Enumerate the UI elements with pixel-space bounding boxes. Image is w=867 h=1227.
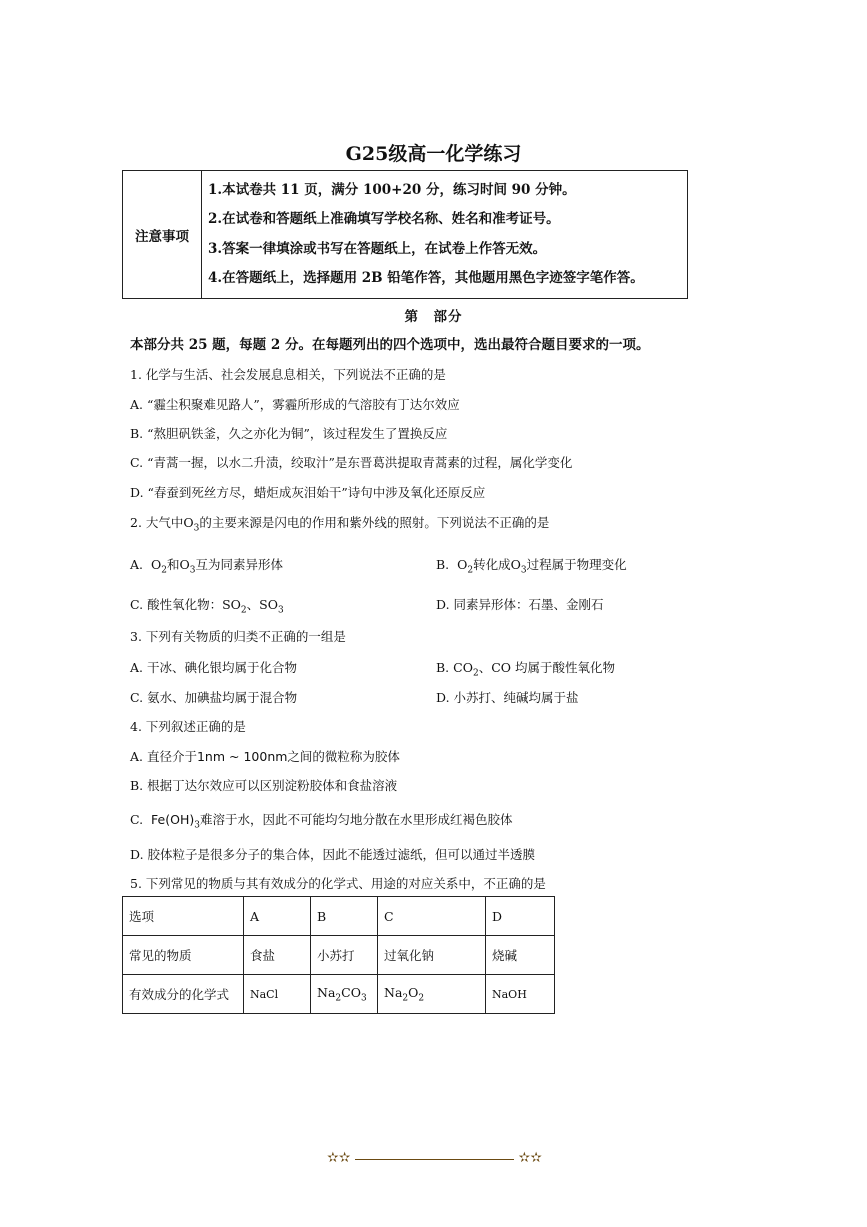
table-cell: 烧碱 (486, 936, 555, 975)
notice-item-1: 1.本试卷共 11 页，满分 100+20 分，练习时间 90 分钟。 (208, 181, 576, 198)
q2-stem-pre: 2. 大气中 (130, 515, 184, 530)
table-cell: 常见的物质 (123, 936, 244, 975)
q3-option-c: C. 氨水、加碘盐均属于混合物 (130, 690, 298, 705)
footer-rule (355, 1159, 514, 1160)
q2-stem-post: 的主要来源是闪电的作用和紫外线的照射。下列说法不正确的是 (199, 515, 550, 530)
q2-option-d: D. 同素异形体：石墨、金刚石 (436, 597, 604, 612)
table-cell: $Na_2CO_3$ (311, 975, 378, 1014)
table-row (123, 897, 555, 936)
notice-table (122, 170, 688, 299)
formula-o2: $O_2$ (457, 557, 474, 576)
footer-ornament (327, 1150, 542, 1168)
q3-option-a: A. 干冰、碘化银均属于化合物 (130, 660, 297, 675)
section-instruction: 本部分共 25 题，每题 2 分。在每题列出的四个选项中，选出最符合题目要求的一项。 (130, 337, 650, 353)
q2-option-c: C. 酸性氧化物：$SO_2$、$SO_3$ (130, 597, 284, 616)
notice-items (202, 171, 688, 299)
formula-so3: $SO_3$ (259, 597, 284, 616)
q4-option-d: D. 胶体粒子是很多分子的集合体，因此不能透过滤纸，但可以通过半透膜 (130, 847, 536, 862)
q5-table (122, 896, 555, 1014)
q2-option-b: B. $O_2$转化成$O_3$过程属于物理变化 (436, 557, 627, 576)
q1-stem: 1. 化学与生活、社会发展息息相关，下列说法不正确的是 (130, 367, 446, 382)
section-title: 第 部分 (404, 309, 463, 325)
q2-option-a: A. $O_2$和$O_3$互为同素异形体 (130, 557, 283, 576)
notice-label: 注意事项 (123, 171, 202, 299)
q4-option-b: B. 根据丁达尔效应可以区别淀粉胶体和食盐溶液 (130, 778, 398, 793)
q1-option-a: A. “霾尘积聚难见路人”，雾霾所形成的气溶胶有丁达尔效应 (130, 397, 460, 412)
q2-stem (130, 513, 549, 534)
table-cell: 小苏打 (311, 936, 378, 975)
q1-option-c: C. “青蒿一握，以水二升渍，绞取汁”是东晋葛洪提取青蒿素的过程，属化学变化 (130, 455, 573, 470)
table-cell: 食盐 (244, 936, 311, 975)
table-cell: $Na_2O_2$ (378, 975, 486, 1014)
q1-option-b: B. “熬胆矾铁釜，久之亦化为铜”，该过程发生了置换反应 (130, 426, 448, 441)
table-cell: NaOH (486, 975, 555, 1014)
notice-item-3: 3.答案一律填涂或书写在答题纸上，在试卷上作答无效。 (208, 240, 547, 257)
table-cell: 过氧化钠 (378, 936, 486, 975)
table-cell: D (486, 897, 555, 936)
formula-o3: $O_3$ (510, 557, 527, 576)
q3-option-d: D. 小苏打、纯碱均属于盐 (436, 690, 579, 705)
q1-option-d: D. “春蚕到死丝方尽，蜡炬成灰泪始干”诗句中涉及氧化还原反应 (130, 485, 486, 500)
formula-o3: $O_3$ (179, 557, 196, 576)
table-cell: B (311, 897, 378, 936)
notice-item-4: 4.在答题纸上，选择题用 2B 铅笔作答，其他题用黑色字迹签字笔作答。 (208, 270, 644, 286)
q5-stem: 5. 下列常见的物质与其有效成分的化学式、用途的对应关系中，不正确的是 (130, 876, 546, 891)
table-cell: 选项 (123, 897, 244, 936)
table-cell: NaCl (244, 975, 311, 1014)
notice-item-2: 2.在试卷和答题纸上准确填写学校名称、姓名和准考证号。 (208, 211, 560, 227)
formula-so2: $SO_2$ (222, 597, 247, 616)
table-cell: C (378, 897, 486, 936)
q4-stem: 4. 下列叙述正确的是 (130, 719, 246, 734)
q4-option-a: A. 直径介于1nm ~ 100nm之间的微粒称为胶体 (130, 749, 400, 764)
formula-o2: $O_2$ (150, 557, 167, 576)
q3-option-b: B. $CO_2$、CO 均属于酸性氧化物 (436, 660, 615, 679)
star-icon: ✫✫ (327, 1150, 351, 1166)
page-title: G25级高一化学练习 (345, 143, 522, 165)
formula-o3: $O_3$ (183, 515, 200, 534)
table-cell: 有效成分的化学式 (123, 975, 244, 1014)
table-row (123, 975, 555, 1014)
q4-option-c: C. $Fe(OH)_3$难溶于水，因此不可能均匀地分散在水里形成红褐色胶体 (130, 812, 513, 831)
table-cell: A (244, 897, 311, 936)
star-icon: ✫✫ (518, 1150, 542, 1166)
q3-stem: 3. 下列有关物质的归类不正确的一组是 (130, 629, 346, 644)
table-row (123, 936, 555, 975)
